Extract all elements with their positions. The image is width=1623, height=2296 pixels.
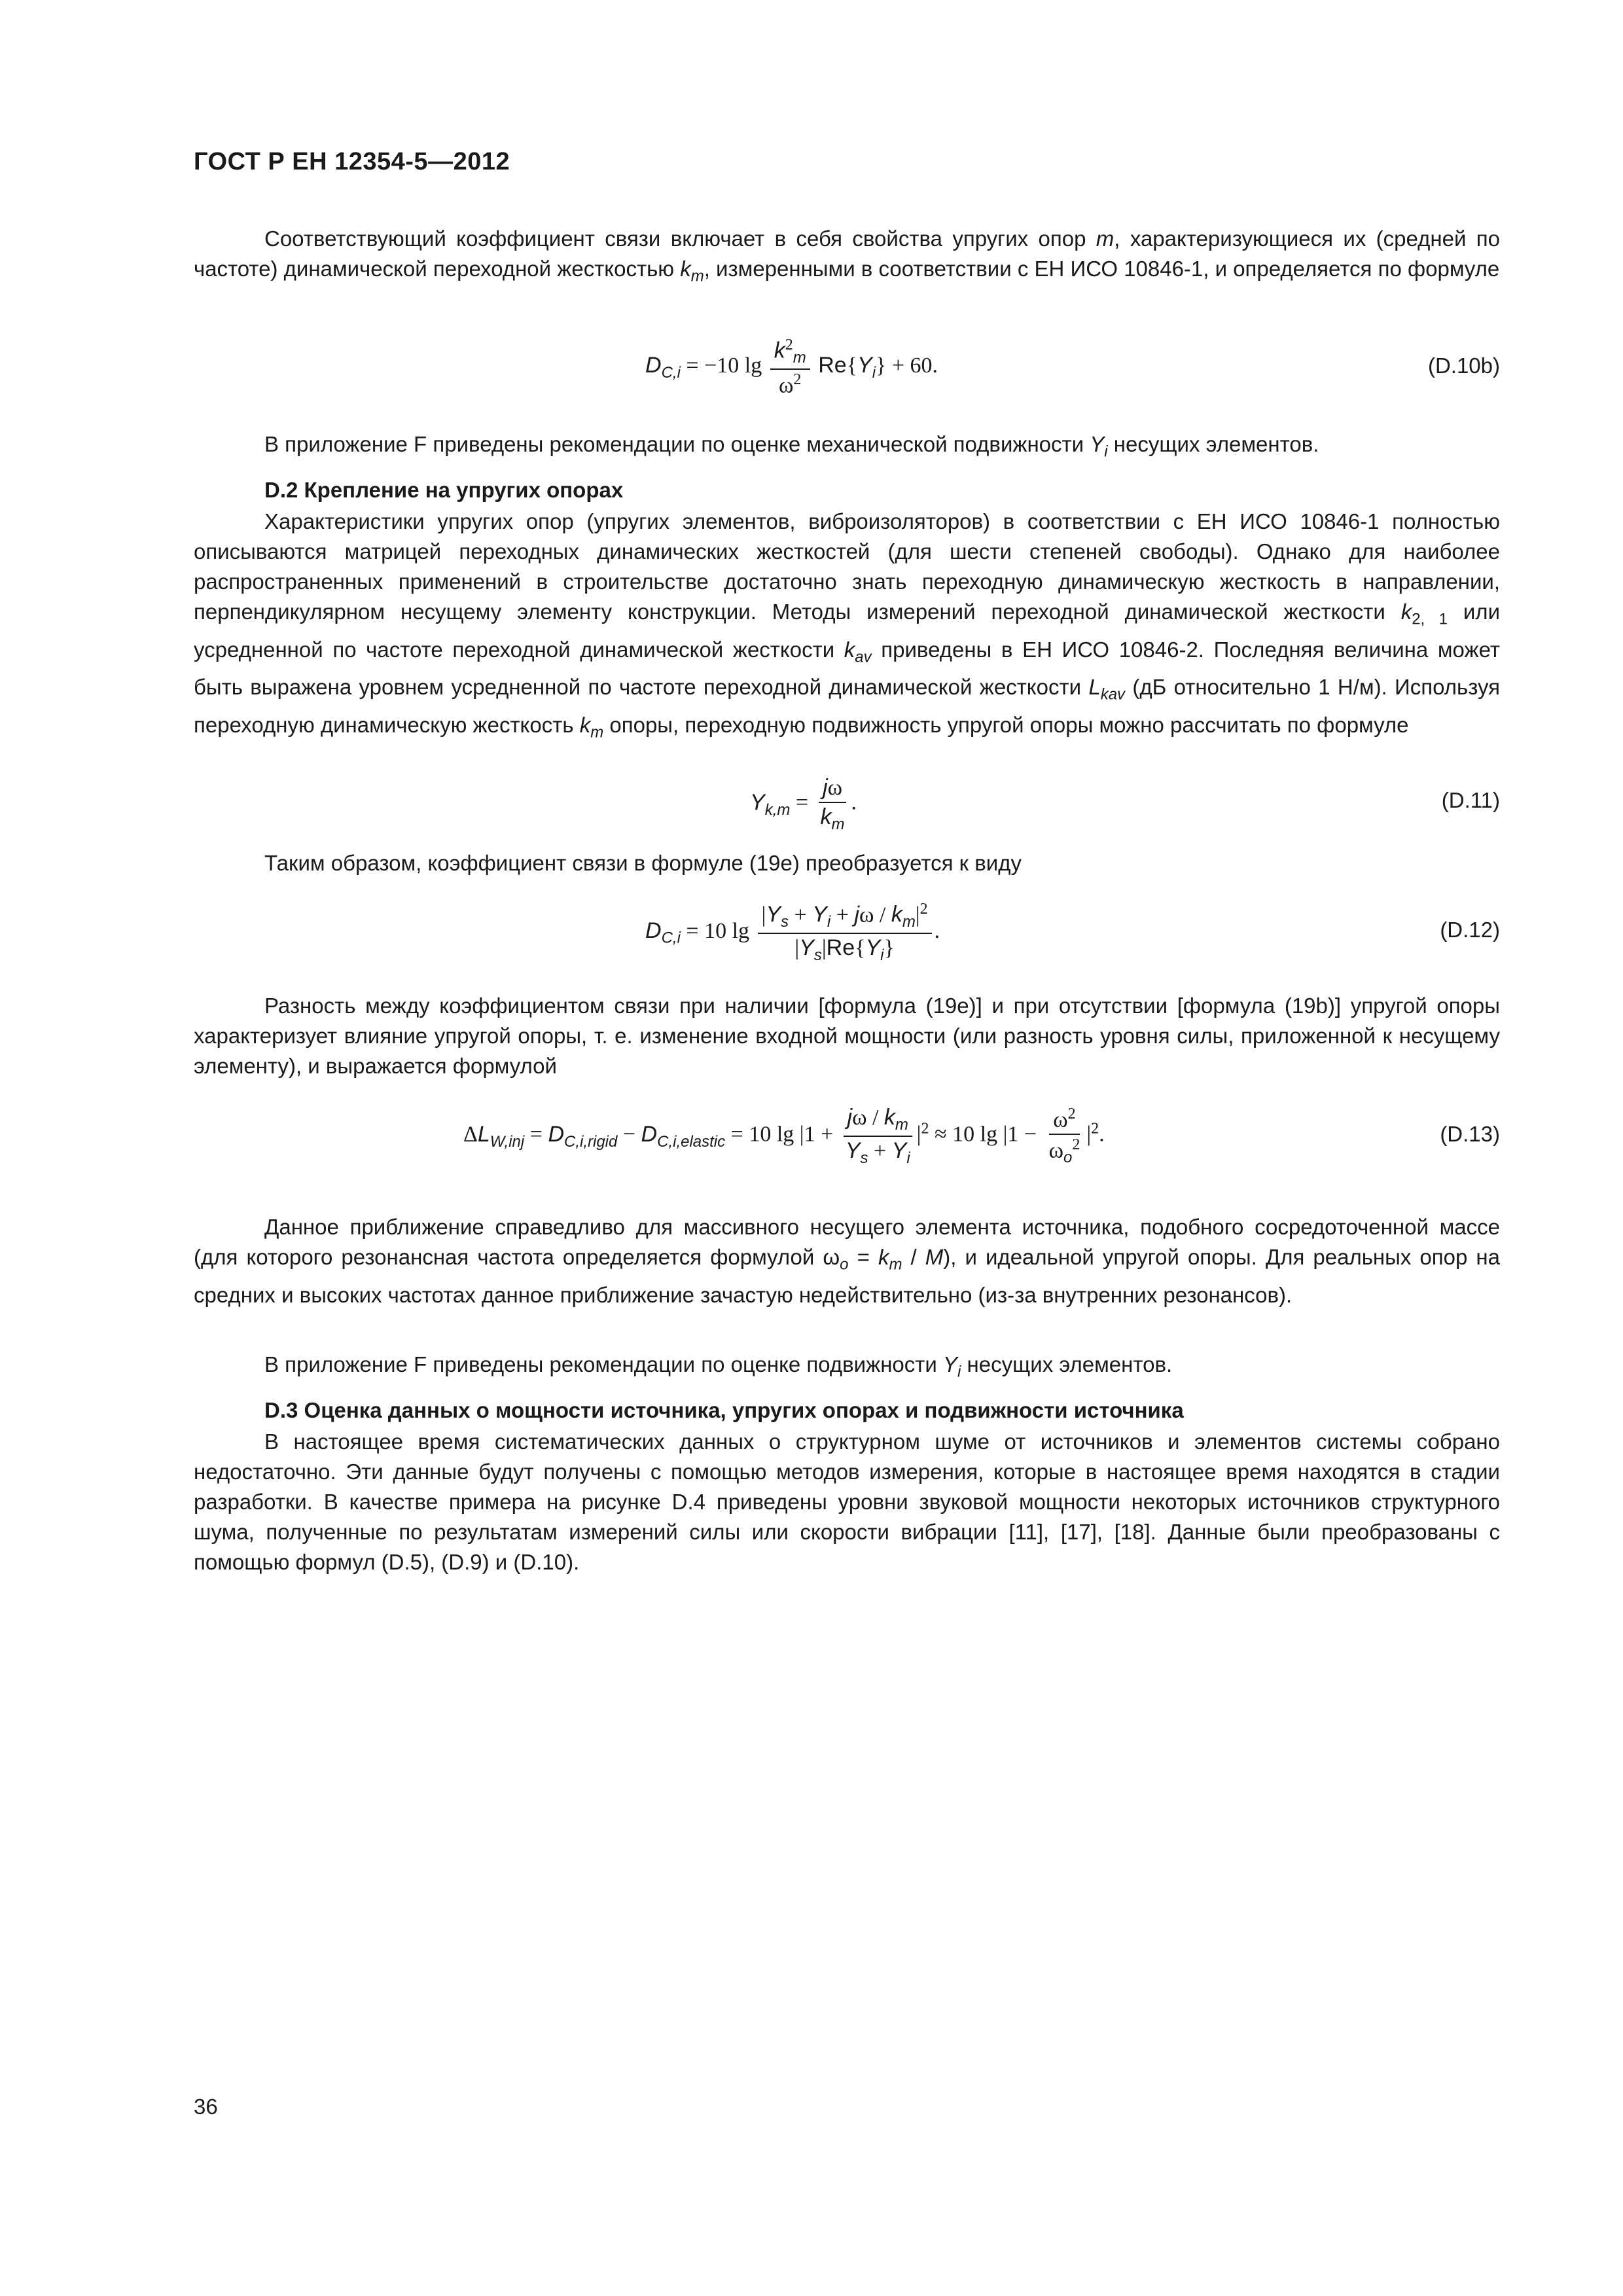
paragraph-7: В приложение F приведены рекомендации по оценке подвижности $Y_i$ несущих элементов. [264,1352,1173,1381]
equation-number: (D.11) [1441,788,1500,812]
paragraph-6: Данное приближение справедливо для массивного несущего элемента источника, подобного сосредоточенной массе (для которого резонансная частота определяется формулой $\omega_o = k_m / M$), и идеальной упругой опоры. Для реальных опор на средних и высоких частотах данное приближение зачастую недействительно (из-за внутренних резонансов). [194,1215,1500,1307]
equation-d13 [194,1102,1500,1181]
paragraph-4: Таким образом, коэффициент связи в формуле (19e) преобразуется к виду [264,851,1022,875]
equation-number: (D.13) [1440,1122,1500,1146]
document-page [194,0,1500,2296]
equation-number: (D.10b) [1427,353,1500,378]
paragraph-1: Соответствующий коэффициент связи включает в себя свойства упругих опор m, характеризующиеся их (средней по частоте) динамической переходной жесткостью $k_m$, измеренными в соответствии с ЕН ИСО 10846-1, и определяется по формуле [194,226,1500,285]
section-heading-d3: D.3 Оценка данных о мощности источника, упругих опорах и подвижности источника [264,1398,1184,1422]
equation-d12 [194,898,1500,977]
formula-d11: $Y_{k,m}$ = $\frac{j\omega}{k_m}$ . [750,775,857,833]
formula-d13: $\Delta L_{W,inj} = D_{C,i,rigid} - D_{C,i,elastic} = 10$ lg |1 + $\frac{j\omega / k_m}{Y_s + Y_i}$ $|^2 \approx 10$ lg |1 − $\frac{\omega^2}{\omega_o^2}$ $|^2$. [463,1105,1105,1167]
formula-d10b: $D_{C,i} = -10$ lg $\frac{k^2_m}{\omega^2}$ $Re\{Y_i\} + 60$. [645,336,938,398]
paragraph-5: Разность между коэффициентом связи при наличии [формула (19e)] и при отсутствии [формула (19b)] упругой опоры характеризует влияние упругой опоры, т. е. изменение входной мощности (или разность уровня силы, приложенной к несущему элементу), и выражается формулой [194,994,1500,1078]
equation-number: (D.12) [1440,918,1500,942]
paragraph-8: В настоящее время систематических данных о структурном шуме от источников и элементов системы собрано недостаточно. Эти данные будут получены с помощью методов измерения, которые в настоящее время находятся в стадии разработки. В качестве примера на рисунке D.4 приведены уровни звуковой мощности некоторых источников структурного шума, полученные по результатам измерений силы или скорости вибрации [11], [17], [18]. Данные были преобразованы с помощью формул (D.5), (D.9) и (D.10). [194,1429,1500,1574]
document-header: ГОСТ Р ЕН 12354-5—2012 [194,148,510,175]
section-heading-d2: D.2 Крепление на упругих опорах [264,478,624,502]
page-number: 36 [194,2094,218,2119]
paragraph-3: Характеристики упругих опор (упругих элементов, виброизоляторов) в соответствии с ЕН ИСО 10846-1 полностью описываются матрицей переходных динамических жесткостей (для шести степеней свободы). Однако для наиболее распространенных применений в строительстве достаточно знать переходную динамическую жесткость в направлении, перпендикулярном несущему элементу конструкции. Методы измерений переходной динамической жесткости $k_{2, 1}$ или усредненной по частоте переходной динамической жесткости $k_{av}$ приведены в ЕН ИСО 10846-2. Последняя величина может быть выражена уровнем усредненной по частоте переходной динамической жесткости $L_{kav}$ (дБ относительно 1 Н/м). Используя переходную динамическую жесткость $k_m$ опоры, переходную подвижность упругой опоры можно рассчитать по формуле [194,509,1500,742]
formula-d12: $D_{C,i} = 10$ lg $\frac{|Y_s + Y_i + j\omega / k_m|^2}{|Y_s|Re\{Y_i\}}$ . [645,901,940,964]
equation-d10b [194,332,1500,411]
paragraph-2: В приложение F приведены рекомендации по оценке механической подвижности $Y_i$ несущих элементов. [264,432,1319,461]
equation-d11 [194,771,1500,850]
